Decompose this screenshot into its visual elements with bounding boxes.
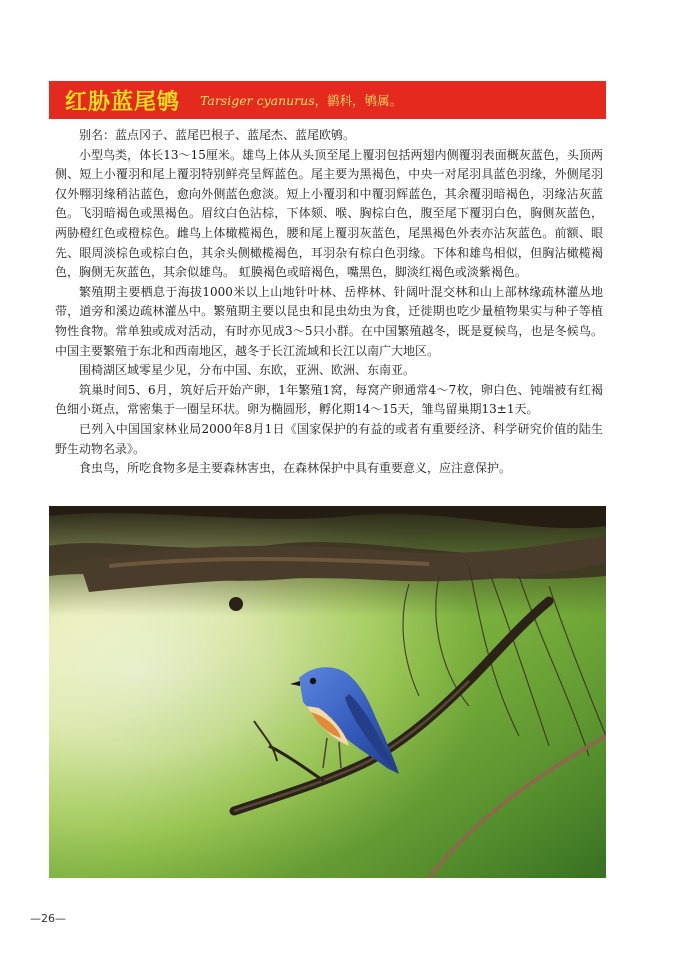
- distribution-paragraph: 围椅湖区域零星少见，分布中国、东欧，亚洲、欧洲、东南亚。: [79, 363, 416, 378]
- latin-name: Tarsiger cyanurus: [200, 93, 315, 108]
- protection-list-paragraph: 已列入中国国家林业局2000年8月1日《国家保护的有益的或者有重要经济、科学研究价值的陆生野生动物名录》。: [55, 421, 603, 456]
- title-banner: [49, 81, 606, 119]
- habitat-paragraph: 繁殖期主要栖息于海拔1000米以上山地针叶林、岳桦林、针阔叶混交林和山上部林缘疏林灌丛地带，道旁和溪边疏林灌丛中。繁殖期主要以昆虫和昆虫幼虫为食，迁徙期也吃少量植物果实与种子等植物性食物。常单独或成对活动，有时亦见成3～5只小群。在中国繁殖越冬，既是夏候鸟，也是冬候鸟。中国主要繁殖于东北和西南地区，越冬于长江流域和长江以南广大地区。: [55, 284, 603, 358]
- family-genus-text: ，鹟科，鸲属。: [314, 93, 403, 108]
- bird-photo: [49, 506, 606, 878]
- species-subtitle: [200, 91, 402, 109]
- description-paragraph: 小型鸟类，体长13～15厘米。雄鸟上体从头顶至尾上覆羽包括两翅内侧覆羽表面概灰蓝色，头顶两侧、短上小覆羽和尾上覆羽特别鲜亮呈辉蓝色。尾主要为黑褐色，中央一对尾羽具蓝色羽缘，外侧尾羽仅外翈羽缘稍沾蓝色，愈向外侧蓝色愈淡。短上小覆羽和中覆羽辉蓝色，其余覆羽暗褐色，羽缘沾灰蓝色。飞羽暗褐色或黑褐色。眉纹白色沾棕，下体颏、喉、胸棕白色，腹至尾下覆羽白色，胸侧灰蓝色，两胁橙红色或橙棕色。雌鸟上体橄榄褐色，腰和尾上覆羽灰蓝色，尾黑褐色外表亦沾灰蓝色。前额、眼先、眼周淡棕色或棕白色，其余头侧橄榄褐色，耳羽杂有棕白色羽缘。下体和雄鸟相似，但胸沾橄榄褐色，胸侧无灰蓝色，其余似雄鸟。 虹膜褐色或暗褐色，嘴黑色，脚淡红褐色或淡紫褐色。: [55, 147, 603, 280]
- article-body: [55, 126, 603, 479]
- conservation-paragraph: 食虫鸟，所吃食物多是主要森林害虫，在森林保护中具有重要意义，应注意保护。: [79, 461, 512, 476]
- alias-paragraph: 别名：蓝点冈子、蓝尾巴根子、蓝尾杰、蓝尾欧鸲。: [79, 128, 356, 142]
- species-title: 红胁蓝尾鸲: [65, 89, 181, 115]
- page-number: —26—: [30, 912, 66, 925]
- breeding-paragraph: 筑巢时间5、6月，筑好后开始产卵，1年繁殖1窝，每窝产卵通常4～7枚，卵白色、钝端被有红褐色细小斑点，常密集于一圈呈环状。卵为椭圆形，孵化期14～15天，雏鸟留巢期13±1天。: [55, 382, 603, 417]
